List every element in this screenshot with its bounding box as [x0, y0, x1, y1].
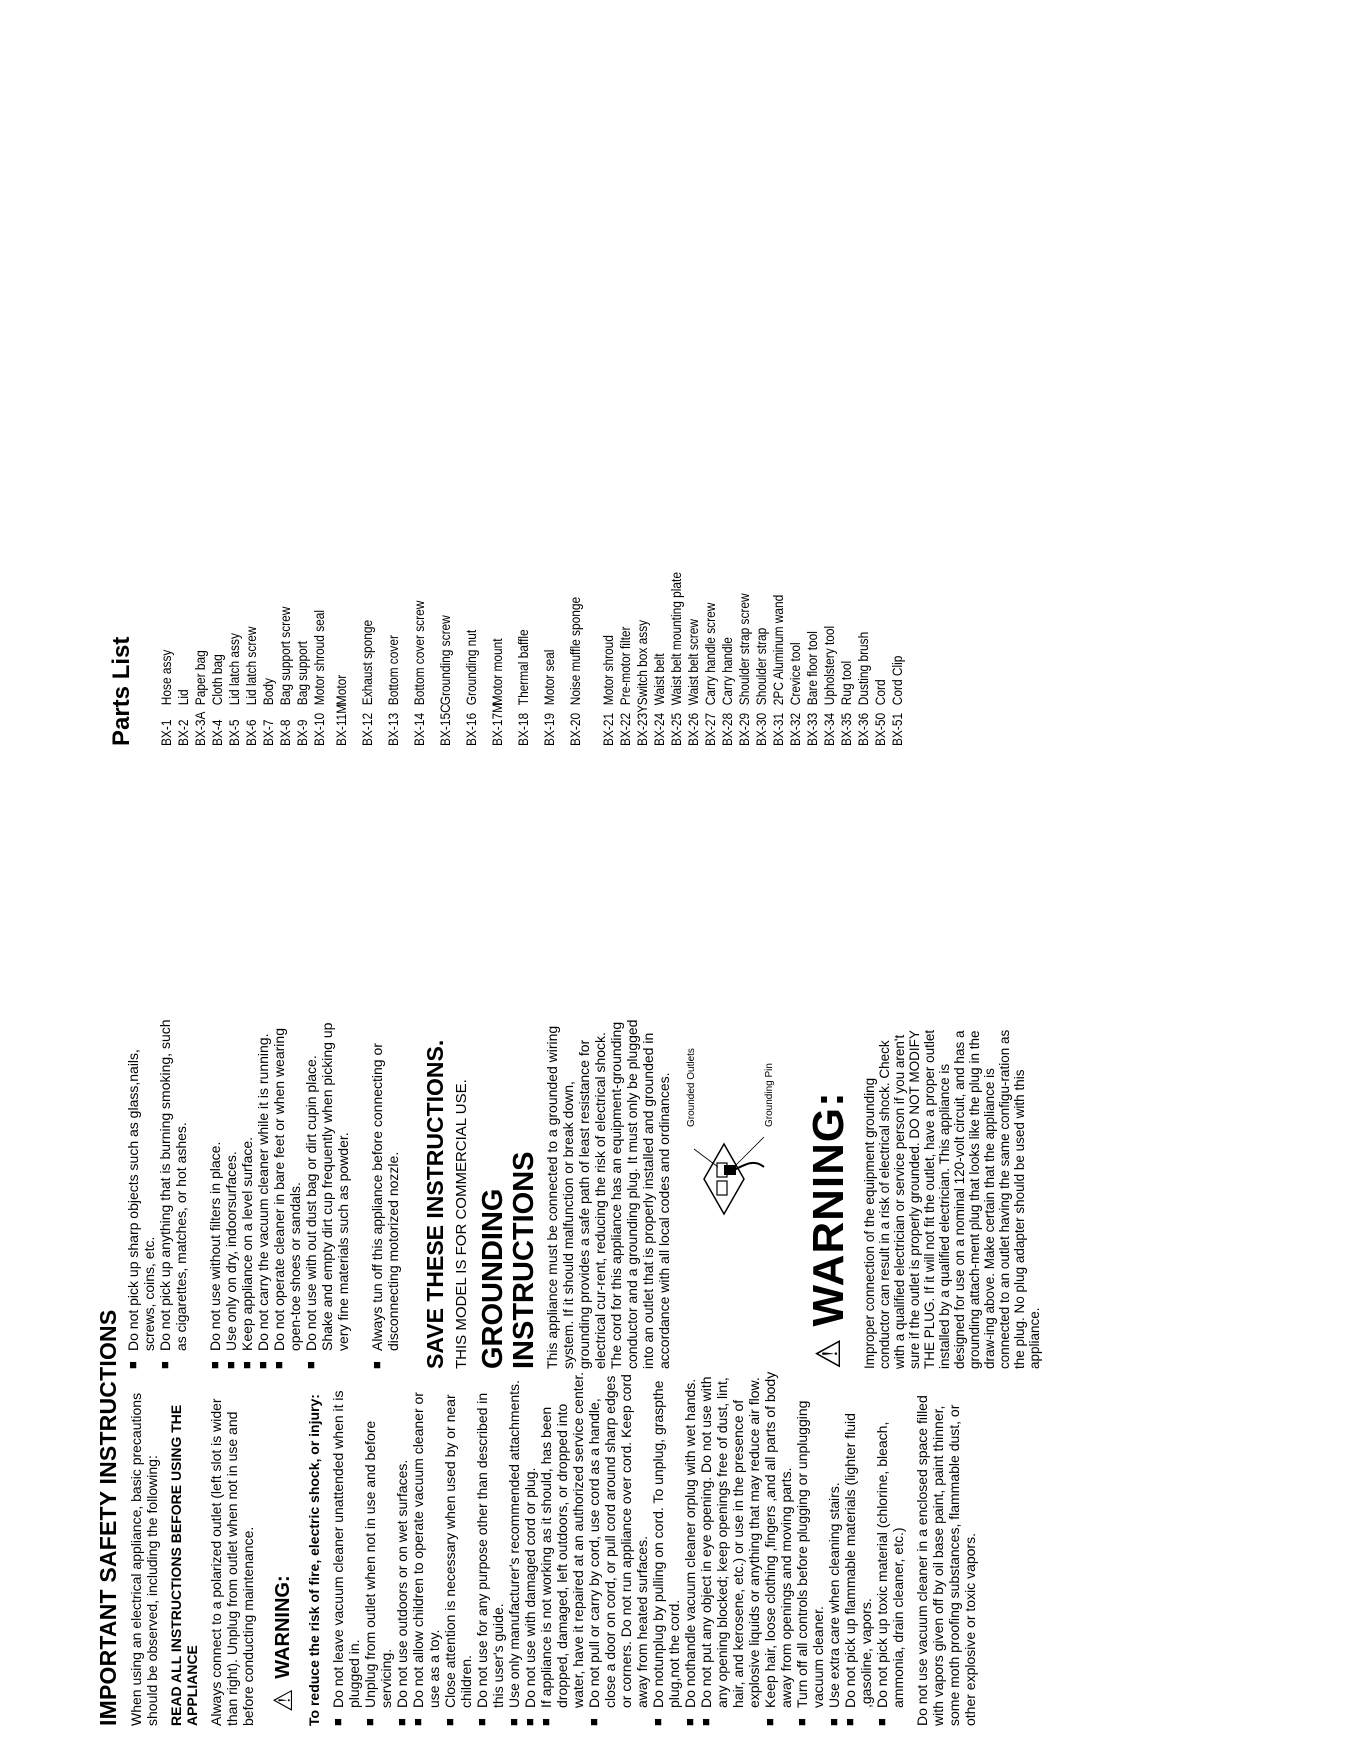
part-code: BX-2: [175, 719, 191, 746]
parts-row: [872, 381, 889, 747]
parts-list-title: Parts List: [108, 636, 135, 746]
part-name: Noise muffle sponge: [567, 596, 583, 706]
safety-bullets-3: [207, 1019, 351, 1369]
list-item: ■ Do not pick up anything that is burning smoking, such as cigarettes, matches, or hot ashes.: [157, 1019, 189, 1369]
part-code: BX-12: [359, 712, 375, 746]
parts-row: [536, 381, 562, 747]
part-name: Paper bag: [192, 650, 208, 706]
parts-row: [192, 381, 209, 747]
warning-triangle-icon: ⚠: [268, 1688, 298, 1712]
list-item: ■ Do not pick up sharp objects such as glass,nails, screws, coins, etc.: [125, 1019, 157, 1369]
part-code: BX-4: [209, 719, 225, 746]
parts-row: [484, 381, 510, 747]
part-name: Bare floor tool: [804, 631, 820, 706]
parts-row: [226, 381, 243, 747]
part-name: Grounding screw: [437, 615, 453, 706]
part-name: Lid latch assy: [226, 633, 242, 706]
part-name: Bag support screw: [277, 606, 293, 706]
warning-block: [270, 1371, 296, 1712]
part-code: BX-31: [770, 712, 786, 746]
read-heading: READ ALL INSTRUCTIONS BEFORE USING THE APPLIANCE: [168, 1404, 200, 1726]
grounding-heading: GROUNDING INSTRUCTIONS: [477, 1151, 540, 1369]
parts-row: [158, 381, 175, 747]
parts-row: [685, 381, 702, 747]
part-name: Body: [260, 678, 276, 706]
parts-title-column: [108, 446, 136, 746]
part-code: BX-13: [385, 712, 401, 746]
commercial-use: THIS MODEL IS FOR COMMERCIAL USE.: [453, 1079, 470, 1369]
parts-row: [838, 381, 855, 747]
part-name: Switch box assy: [634, 619, 650, 706]
parts-row: [651, 381, 668, 747]
polarized-text: Always connect to a polarized outlet (left slot is wider than right). Unplug from outlet when not in use and before conducting maintenance.: [208, 1398, 256, 1726]
parts-row: [175, 381, 192, 747]
part-name: Cord Clip: [889, 655, 905, 706]
parts-row: [562, 381, 588, 747]
part-code: BX-16: [463, 712, 479, 746]
part-name: Carry handle: [719, 637, 735, 706]
part-code: BX-24: [651, 712, 667, 746]
warning-label: WARNING:: [271, 1575, 294, 1679]
part-code: BX-29: [736, 712, 752, 746]
part-code: BX-23Y: [634, 704, 650, 746]
grounding-pin-label: Grounding Pin: [764, 1063, 775, 1127]
part-code: BX-27: [702, 712, 718, 746]
part-name: Pre-motor filter: [617, 626, 633, 706]
list-item: ■ Do not use with damaged cord or plug.: [522, 1371, 538, 1726]
part-name: Hose assy: [158, 649, 174, 706]
part-code: BX-1: [158, 719, 174, 746]
list-item: ■ Do nothandle vacuum cleaner orplug with wet hands.: [682, 1371, 698, 1726]
safety-bullets-2: [125, 1019, 189, 1369]
parts-list: [158, 316, 906, 746]
parts-row: [600, 381, 617, 747]
part-code: BX-51: [889, 712, 905, 746]
part-code: BX-9: [294, 719, 310, 746]
list-item: ■ Do not leave vacuum cleaner unattended when it is plugged in.: [330, 1371, 362, 1726]
part-name: Waist belt: [651, 653, 667, 706]
part-name: Bottom cover: [385, 635, 401, 706]
part-code: BX-14: [411, 712, 427, 746]
list-item: ■ Do not use without filters in place.: [207, 1019, 223, 1369]
parts-row: [209, 381, 226, 747]
parts-row: [770, 381, 787, 747]
part-code: BX-10: [311, 712, 327, 746]
part-code: BX-36: [855, 712, 871, 746]
save-instructions: SAVE THESE INSTRUCTIONS.: [422, 1039, 448, 1369]
part-code: BX-17M: [489, 703, 505, 746]
parts-row: [260, 381, 277, 747]
part-code: BX-26: [685, 712, 701, 746]
part-code: BX-28: [719, 712, 735, 746]
grounded-outlets-label: Grounded Outlets: [686, 1048, 697, 1127]
part-code: BX-25: [668, 712, 684, 746]
part-code: BX-15C: [437, 704, 453, 746]
grounding-warning-block: [804, 1019, 854, 1369]
parts-row: [294, 381, 311, 747]
parts-row: [787, 381, 804, 747]
parts-row: [702, 381, 719, 747]
safety-bullets-4: [369, 1019, 401, 1369]
part-name: Thermal baffle: [515, 629, 531, 706]
safety-title: IMPORTANT SAFETY INSTRUCTIONS: [95, 1309, 121, 1726]
parts-row: [510, 381, 536, 747]
part-name: Dusting brush: [855, 631, 871, 706]
list-item: ■ Do not allow children to operate vacuum cleaner or use as a toy.: [410, 1371, 442, 1726]
list-item: ■ Do not use outdoors or on wet surfaces.: [394, 1371, 410, 1726]
part-code: BX-6: [243, 719, 259, 746]
parts-row: [821, 381, 838, 747]
parts-row: [668, 381, 685, 747]
part-name: Waist belt mounting plate: [668, 572, 684, 706]
list-item: ■ Do not carry the vacuum cleaner while it is running.: [255, 1019, 271, 1369]
part-code: BX-11M: [333, 703, 349, 746]
parts-row: [243, 381, 260, 747]
part-code: BX-5: [226, 719, 242, 746]
part-name: Bag support: [294, 641, 310, 706]
part-name: Exhaust sponge: [359, 619, 375, 706]
part-name: Waist belt screw: [685, 619, 701, 706]
grounding-warning-text: Improper connection of the equipment grounding conductor can result in a risk of electrical shock. Check with a qualified electrician or service person if you aren't sure if the outlet is properly grounded. DO NOT MODIFY THE PLUG. If it will not fit the outlet, have a proper outlet installed by a qualified electrician. This appliance is designed for use on a nominal 120-volt circuit, and has a grounding attach-ment plug that looks like the plug in the draw-ing above. Make certain that the appliance is connected to an outlet having the same configu-ration as the plug. No plug adapter should be used with this appliance.: [862, 1029, 1042, 1369]
grounded-outlet-figure: [684, 1019, 794, 1219]
part-code: BX-8: [277, 719, 293, 746]
safety-column-1: [95, 1309, 986, 1726]
list-item: ■ Keep appliance on a level surface.: [239, 1019, 255, 1369]
part-name: Lid: [175, 689, 191, 706]
safety-bullets-1: [330, 1371, 906, 1726]
list-item: ■ Do not use with out dust bag or dirt cupin place. Shake and empty dirt cup frequently when picking up very fine materials such as powder.: [303, 1019, 351, 1369]
safety-intro: When using an electrical appliance, basic precautions should be observed, including the following:: [128, 1392, 160, 1726]
parts-row: [458, 381, 484, 747]
list-item: ■ Close attention is necessary when used by or near children.: [442, 1371, 474, 1726]
part-name: Shoulder strap: [753, 627, 769, 706]
part-name: Crevice tool: [787, 642, 803, 706]
part-code: BX-32: [787, 712, 803, 746]
parts-row: [328, 381, 354, 747]
parts-row: [354, 381, 380, 747]
part-name: Grounding nut: [463, 629, 479, 706]
parts-row: [406, 381, 432, 747]
part-name: Carry handle screw: [702, 602, 718, 706]
part-code: BX-34: [821, 712, 837, 746]
list-item: ■ Do not use for any purpose other than described in this user's guide.: [474, 1371, 506, 1726]
part-name: Motor: [333, 674, 349, 706]
part-name: 2PC Aluminum wand: [770, 594, 786, 706]
list-item: ■ Use only manufacturer's recommended attachments.: [506, 1371, 522, 1726]
parts-row: [855, 381, 872, 747]
list-item: ■ Do not put any object in eye opening. Do not use with any opening blocked; keep openings free of dust, lint, hair, and kerosene, etc.) or use in the presence of explosive liquids or anything that may reduce air flow.: [698, 1371, 762, 1726]
part-code: BX-35: [838, 712, 854, 746]
list-item: ■ Use only on dry, indoorsurfaces.: [223, 1019, 239, 1369]
list-item: ■ Unplug from outlet when not in use and before servicing.: [362, 1371, 394, 1726]
list-item: ■ Do not pick up flammable materials (lighter fluid ,gasoline, vapors.: [842, 1371, 874, 1726]
list-item: ■ Always tun off this appliance before connecting or disconnecting motorized nozzle.: [369, 1019, 401, 1369]
parts-row: [804, 381, 821, 747]
list-item: ■ Do not pick up toxic material (chlorine, bleach, ammonia, drain cleaner, etc.): [874, 1371, 906, 1726]
list-item: ■ Turn off all controls before plugging or unplugging vacuum cleaner.: [794, 1371, 826, 1726]
part-name: Cloth bag: [209, 654, 225, 706]
parts-row: [311, 381, 328, 747]
part-name: Bottom cover screw: [411, 600, 427, 706]
list-item: ■ Keep hair, loose clothing ,fingers ,and all parts of body away from openings and moving parts.: [762, 1371, 794, 1726]
part-name: Lid latch screw: [243, 626, 259, 706]
grounding-warning-label: WARNING:: [804, 1091, 853, 1327]
part-name: Rug tool: [838, 660, 854, 706]
part-code: BX-18: [515, 712, 531, 746]
part-code: BX-50: [872, 712, 888, 746]
part-name: Motor shroud seal: [311, 609, 327, 706]
parts-row: [432, 381, 458, 747]
part-code: BX-21: [600, 712, 616, 746]
parts-row: [736, 381, 753, 747]
grounding-text: This appliance must be connected to a grounded wiring system. If it should malfunction or break down, grounding provides a safe path of least resistance for electrical cur-rent, reducing the risk of electrical shock. The cord for this appliance has an equipment-grounding conductor and a grounding plug. It must only be plugged into an outlet that is properly installed and grounded in accordance with all local codes and ordinances.: [544, 1019, 672, 1369]
parts-row: [380, 381, 406, 747]
list-item: ■ Do notunplug by pulling on cord. To unplug, graspthe plug,not the cord.: [650, 1371, 682, 1726]
parts-row: [634, 381, 651, 747]
reduce-risk-heading: To reduce the risk of fire, electric shock, or injury:: [306, 1394, 322, 1726]
list-item: ■ Do not operate cleaner in bare feet or when wearing open-toe shoes or sandals.: [271, 1019, 303, 1369]
safety-column-2: [95, 1019, 1050, 1369]
part-name: Motor shroud: [600, 635, 616, 706]
part-name: Upholstery tool: [821, 625, 837, 706]
part-name: Cord: [872, 679, 888, 706]
list-item: ■ Use extra care when cleaning stairs.: [826, 1371, 842, 1726]
parts-row: [719, 381, 736, 747]
list-item: ■ Do not pull or carry by cord, use cord as a handle, close a door on cord, or pull cord around sharp edges or corners. Do not run appliance over cord. Keep cord away from heated surfaces.: [586, 1371, 650, 1726]
list-item: ■ If appliance is not working as it should, has been dropped, damaged, left outdoors, or dropped into water, have it repaired at an authorized service center.: [538, 1371, 586, 1726]
part-code: BX-33: [804, 712, 820, 746]
parts-row: [277, 381, 294, 747]
part-name: Motor seal: [541, 649, 557, 706]
parts-row: [753, 381, 770, 747]
part-code: BX-3A: [192, 711, 208, 746]
parts-row: [617, 381, 634, 747]
part-code: BX-19: [541, 712, 557, 746]
enclosed-space-text: Do not use vacuum cleaner in a enclosed space filled with vapors given off by oil base paint, paint thinner, some moth proofing substances, flammable dust, or other explosive or toxic vapors.: [914, 1395, 978, 1726]
warning-triangle-icon: ⚠: [810, 1338, 848, 1369]
part-code: BX-22: [617, 712, 633, 746]
outlet-plug-drawing: [684, 1129, 784, 1219]
part-name: Motor mount: [489, 638, 505, 706]
part-code: BX-30: [753, 712, 769, 746]
part-code: BX-7: [260, 719, 276, 746]
part-name: Shoulder strap screw: [736, 593, 752, 706]
parts-row: [889, 381, 906, 747]
part-code: BX-20: [567, 712, 583, 746]
